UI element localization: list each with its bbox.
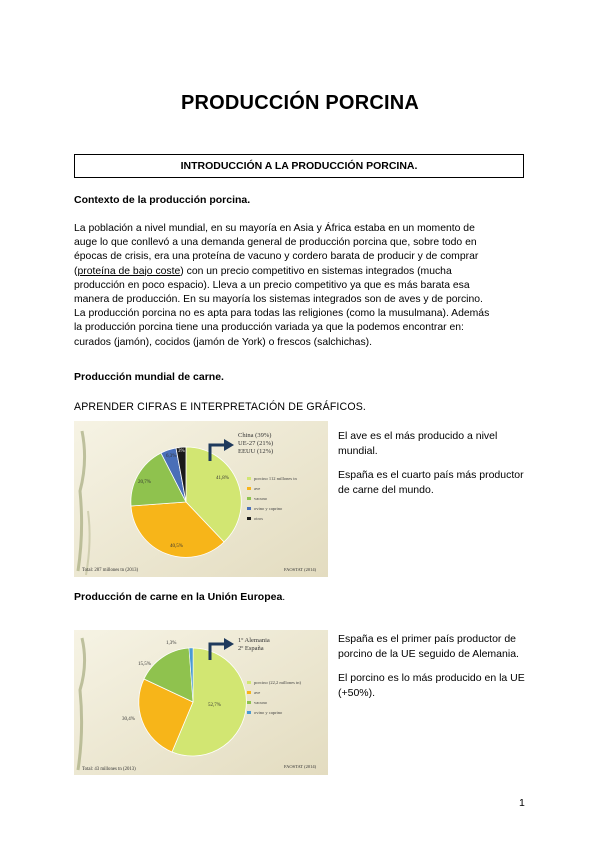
context-line: manera de producción. En su mayoría los sistemas integrados son de aves y de porcino. [74,294,483,306]
underlined-term: proteína de bajo coste [77,265,181,277]
callout-line: EEUU (12%) [238,448,274,455]
context-line: curados (jamón), cocidos (jamón de York) o frescos (salchichas). [74,336,372,348]
context-line: La producción porcina no es apta para todas las religiones (como la musulmana). Además [74,308,490,320]
context-paragraph [74,222,526,350]
eu-note: El porcino es lo más producido en la UE (+50%). [338,672,525,699]
svg-text:ovino y caprino: ovino y caprino [254,506,283,511]
world-heading: Producción mundial de carne. [74,371,224,383]
eu-notes [338,632,528,710]
chart-footer: Total: 43 millones tn (2013) [82,767,136,772]
svg-text:vacuno: vacuno [254,496,267,501]
chart-source: FAOSTAT (2014) [284,764,317,769]
page-title: PRODUCCIÓN PORCINA [180,92,420,114]
callout-line: China (39%) [238,432,272,439]
context-line: épocas de crisis, era una proteína de vacuno y cordero barata de producir y de comprar [74,251,479,263]
world-subheading: APRENDER CIFRAS E INTERPRETACIÓN DE GRÁFICOS. [74,401,367,413]
svg-text:porcino (22,2 millones tn): porcino (22,2 millones tn) [254,680,301,685]
callout-line: UE-27 (21%) [238,440,274,447]
pie-slices [139,648,247,756]
pie-label: 52,7% [208,703,221,708]
context-heading: Contexto de la producción porcina. [74,194,251,206]
chart-footer: Total: 287 millones tn (2013) [82,568,139,573]
pie-label: 20,7% [138,480,151,485]
page-number: 1 [519,797,525,809]
eu-note: España es el primer país productor de porcino de la UE seguido de Alemania. [338,633,519,660]
chart-source: FAOSTAT (2014) [284,567,317,572]
context-line: La población a nivel mundial, en su mayoría en Asia y África estaba en un momento de [74,223,475,234]
context-line: la producción porcina tiene una producción variada ya que la podemos encontrar en: [74,322,464,334]
svg-text:otros: otros [254,516,263,521]
callout-line: 1º Alemania [238,637,270,644]
pie-label: 15,5% [138,662,151,667]
world-note: El ave es el más producido a nivel mundial. [338,430,498,457]
svg-text:porcino 112 millones tn: porcino 112 millones tn [254,476,297,481]
pie-label: 3% [178,449,185,454]
context-line: auge lo que conllevó a una demanda general de producción porcina que, sobre todo en [74,237,477,249]
world-note: España es el cuarto país más productor de carne del mundo. [338,469,524,496]
pie-label: 6,3% [166,454,177,459]
pie-label: 30,4% [122,717,135,722]
svg-text:vacuno: vacuno [254,700,267,705]
pie-label: 40,5% [170,544,183,549]
svg-text:ovino y caprino: ovino y caprino [254,710,283,715]
world-notes [338,429,528,507]
svg-text:ave: ave [254,690,261,695]
pie-label: 1,3% [166,641,177,646]
context-line: producción en poco espacio). Lleva a un precio competitivo ya que es más barata esa [74,279,470,291]
svg-text:ave: ave [254,486,261,491]
section-title: INTRODUCCIÓN A LA PRODUCCIÓN PORCINA. [74,154,524,178]
world-meat-chart [74,421,328,577]
pie-label: 41,8% [216,476,229,481]
eu-heading: Producción de carne en la Unión Europea. [74,591,286,603]
pie-slices [131,447,241,557]
callout-line: 2º España [238,645,264,652]
context-line: (proteína de bajo coste) con un precio competitivo en sistemas integrados (mucha [74,265,452,277]
eu-meat-chart [74,630,328,786]
